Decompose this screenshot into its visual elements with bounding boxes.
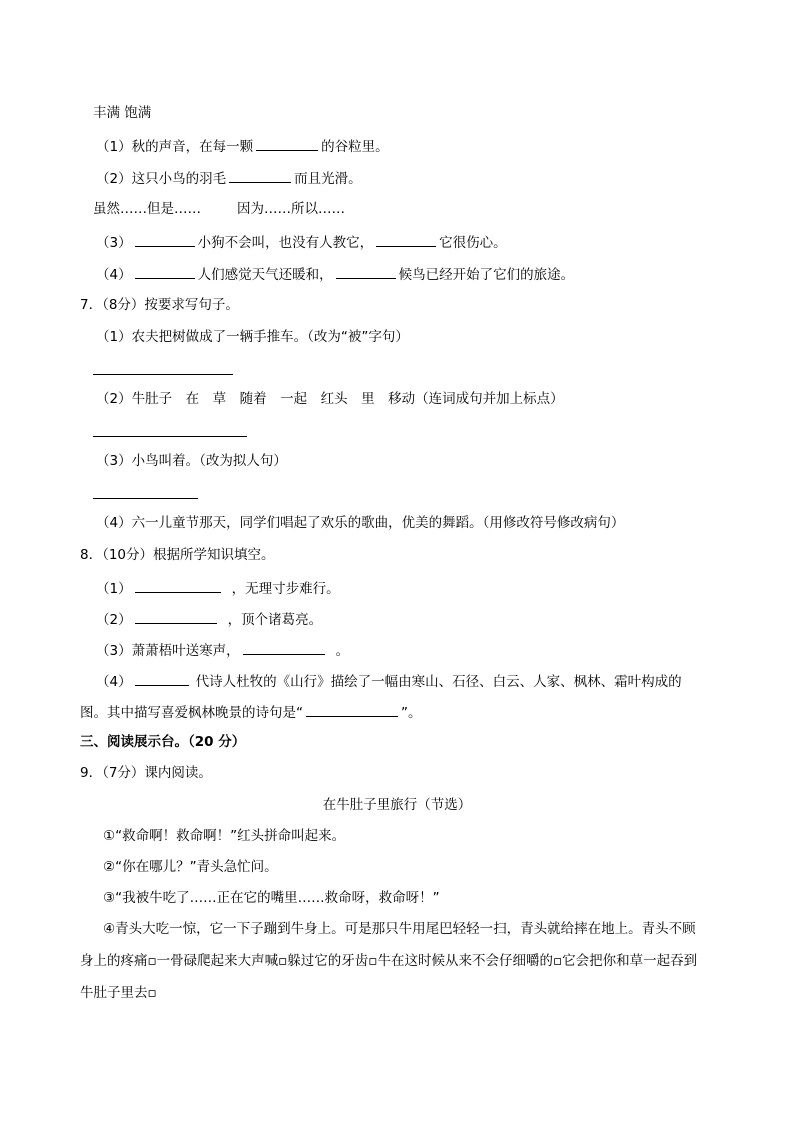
question-7-4: （4）六一儿童节那天，同学们唱起了欢乐的歌曲，优美的舞蹈。（用修改符号修改病句） [96, 515, 625, 531]
question-8-heading: 8．（10分）根据所学知识填空。 [80, 547, 275, 563]
answer-blank[interactable] [135, 609, 217, 624]
answer-blank[interactable] [376, 232, 436, 247]
question-8-1: （1） ，无理寸步难行。 [96, 578, 340, 598]
passage-title: 在牛肚子里旅行（节选） [322, 797, 472, 813]
section-3-heading: 三、阅读展示台。（20 分） [80, 734, 246, 750]
question-9-heading: 9．（7分）课内阅读。 [80, 765, 212, 781]
answer-line[interactable] [93, 498, 198, 499]
question-7-3: （3）小鸟叫着。（改为拟人句） [96, 453, 287, 469]
answer-blank[interactable] [135, 578, 221, 593]
question-7-heading: 7．（8分）按要求写句子。 [80, 297, 239, 313]
answer-blank[interactable] [135, 232, 195, 247]
question-6-3: （3） 小狗不会叫，也没有人教它， 它很伤心。 [96, 232, 507, 252]
passage-paragraph-1: ①“救命啊！救命啊！”红头拼命叫起来。 [103, 828, 346, 844]
question-8-4: （4） 代诗人杜牧的《山行》描绘了一幅由寒山、石径、白云、人家、枫林、霜叶构成的 [96, 671, 682, 691]
answer-blank[interactable] [135, 264, 195, 279]
answer-blank[interactable] [135, 671, 189, 686]
answer-blank[interactable] [229, 168, 291, 183]
question-6-1: （1）秋的声音，在每一颗 的谷粒里。 [96, 136, 389, 156]
passage-paragraph-2: ②“你在哪儿？”青头急忙问。 [103, 859, 278, 875]
passage-paragraph-3: ③“我被牛吃了……正在它的嘴里……救命呀，救命呀！” [103, 890, 440, 906]
answer-line[interactable] [93, 374, 233, 375]
answer-blank[interactable] [306, 702, 398, 717]
word-choices-2: 虽然……但是…… 因为……所以…… [93, 201, 345, 217]
question-6-4: （4） 人们感觉天气还暖和， 候鸟已经开始了它们的旅途。 [96, 264, 574, 284]
answer-blank[interactable] [256, 136, 318, 151]
answer-blank[interactable] [336, 264, 396, 279]
question-8-3: （3）萧萧梧叶送寒声， 。 [96, 640, 349, 660]
passage-paragraph-4: ④青头大吃一惊，它一下子蹦到牛身上。可是那只牛用尾巴轻轻一扫，青头就给摔在地上。青头不顾 [103, 921, 696, 937]
question-6-2: （2）这只小鸟的羽毛 而且光滑。 [96, 168, 362, 188]
answer-blank[interactable] [243, 640, 325, 655]
word-choices-1: 丰满 饱满 [93, 105, 152, 121]
answer-line[interactable] [93, 436, 247, 437]
passage-paragraph-4-line-3: 牛肚子里去▫ [80, 985, 157, 1001]
passage-paragraph-4-line-2: 身上的疼痛▫一骨碌爬起来大声喊▫躲过它的牙齿▫牛在这时候从来不会仔细嚼的▫它会把你和草一起吞到 [80, 953, 698, 969]
question-7-2: （2）牛肚子 在 草 随着 一起 红头 里 移动（连词成句并加上标点） [96, 391, 564, 407]
question-8-2: （2） ，顶个诸葛亮。 [96, 609, 322, 629]
question-8-4-cont: 图。其中描写喜爱枫林晚景的诗句是“ ”。 [80, 702, 422, 722]
question-7-1: （1）农夫把树做成了一辆手推车。（改为“被”字句） [96, 329, 409, 345]
